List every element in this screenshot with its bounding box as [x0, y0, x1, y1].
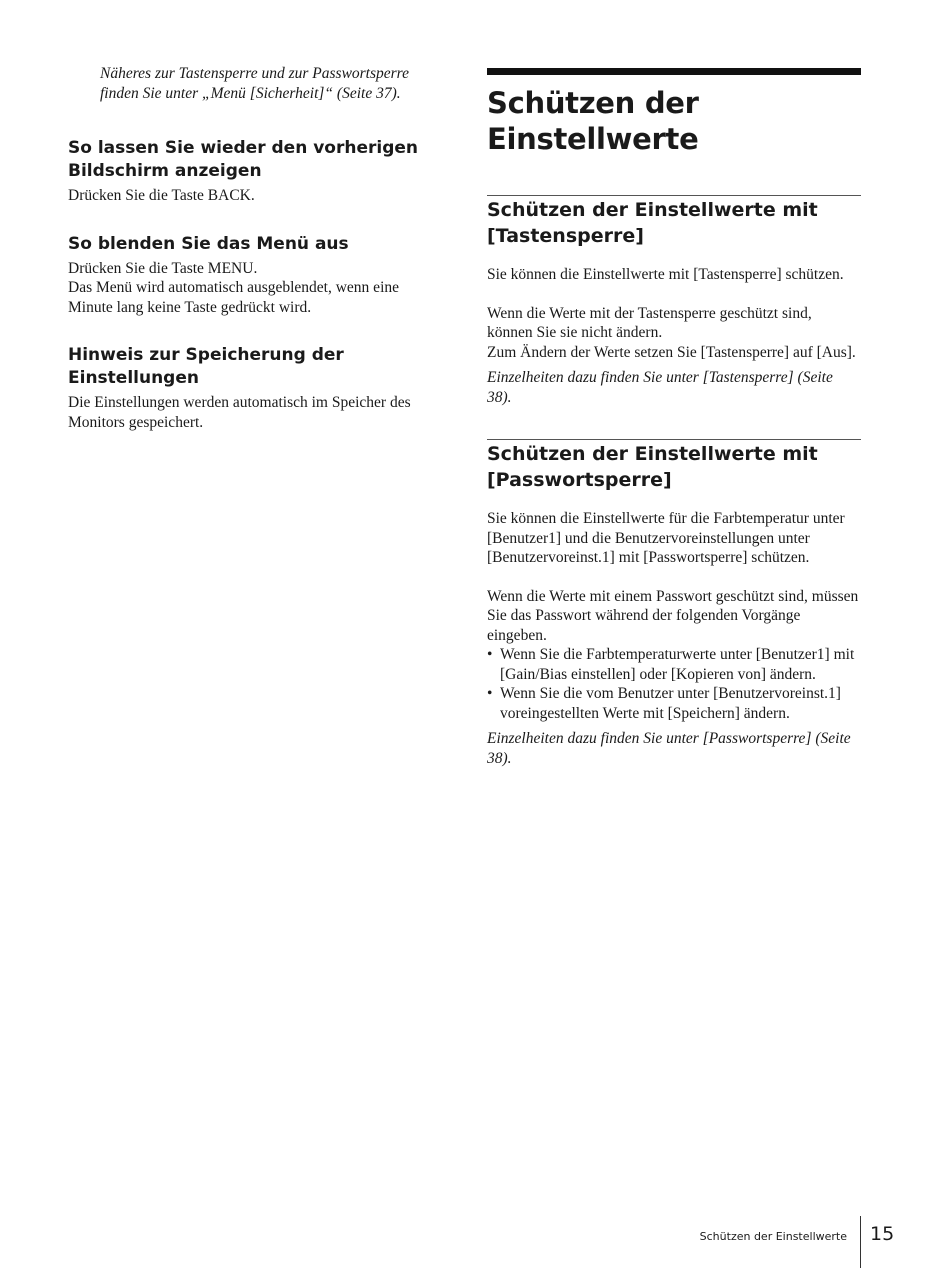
- title-bar-rule: [487, 68, 861, 75]
- right-column: [487, 68, 861, 768]
- passwortsperre-list: [487, 645, 861, 723]
- bullet-icon: •: [487, 685, 493, 702]
- section-text: Drücken Sie die Taste MENU.: [68, 259, 258, 277]
- bullet-icon: •: [487, 646, 493, 663]
- passwortsperre-heading: Schützen der Einstellwerte mit [Passwortsperre]: [487, 443, 818, 491]
- section-back: [68, 137, 446, 206]
- section-heading: Hinweis zur Speicherung der Einstellungen: [68, 345, 344, 388]
- section-heading: So lassen Sie wieder den vorherigen Bildschirm anzeigen: [68, 138, 419, 181]
- section-text: Die Einstellungen werden automatisch im Speicher des Monitors gespeichert.: [68, 394, 411, 431]
- tastensperre-text: Wenn die Werte mit der Tastensperre geschützt sind, können Sie sie nicht ändern.: [487, 304, 812, 341]
- section-text: Das Menü wird automatisch ausgeblendet, wenn eine Minute lang keine Taste gedrückt wird.: [68, 279, 400, 316]
- page-title: Schützen der Einstellwerte: [487, 86, 699, 156]
- footer-divider: [860, 1216, 861, 1268]
- section-text: Drücken Sie die Taste BACK.: [68, 187, 255, 204]
- passwortsperre-intro: Sie können die Einstellwerte für die Farbtemperatur unter [Benutzer1] und die Benutzervoreinstellungen unter [Benutzervoreinst.1] mit [Passwortsperre] schützen.: [487, 510, 845, 566]
- list-item-text: Wenn Sie die Farbtemperaturwerte unter [Benutzer1] mit [Gain/Bias einstellen] oder [Kopieren von] ändern.: [500, 646, 855, 683]
- section-menu-hide: [68, 233, 446, 318]
- intro-note: Näheres zur Tastensperre und zur Passwortsperre finden Sie unter „Menü [Sicherheit]“ (Seite 37).: [100, 65, 410, 102]
- section-storage-note: [68, 344, 446, 432]
- page-number: 15: [870, 1223, 895, 1245]
- section-divider: [487, 195, 861, 196]
- list-item: [487, 684, 861, 723]
- section-divider: [487, 439, 861, 440]
- list-item: [487, 645, 861, 684]
- tastensperre-reference: Einzelheiten dazu finden Sie unter [Tastensperre] (Seite 38).: [487, 369, 833, 406]
- section-heading: So blenden Sie das Menü aus: [68, 233, 349, 254]
- passwortsperre-reference: Einzelheiten dazu finden Sie unter [Passwortsperre] (Seite 38).: [487, 730, 851, 767]
- tastensperre-intro: Sie können die Einstellwerte mit [Tastensperre] schützen.: [487, 266, 844, 283]
- tastensperre-text: Zum Ändern der Werte setzen Sie [Tastensperre] auf [Aus].: [487, 343, 856, 361]
- left-column: [68, 64, 446, 432]
- list-item-text: Wenn Sie die vom Benutzer unter [Benutzervoreinst.1] voreingestellten Werte mit [Speichern] ändern.: [500, 685, 841, 722]
- tastensperre-heading: Schützen der Einstellwerte mit [Tastensperre]: [487, 199, 818, 247]
- footer-section-label: Schützen der Einstellwerte: [699, 1230, 847, 1243]
- passwortsperre-text: Wenn die Werte mit einem Passwort geschützt sind, müssen Sie das Passwort während der folgenden Vorgänge eingeben.: [487, 587, 859, 644]
